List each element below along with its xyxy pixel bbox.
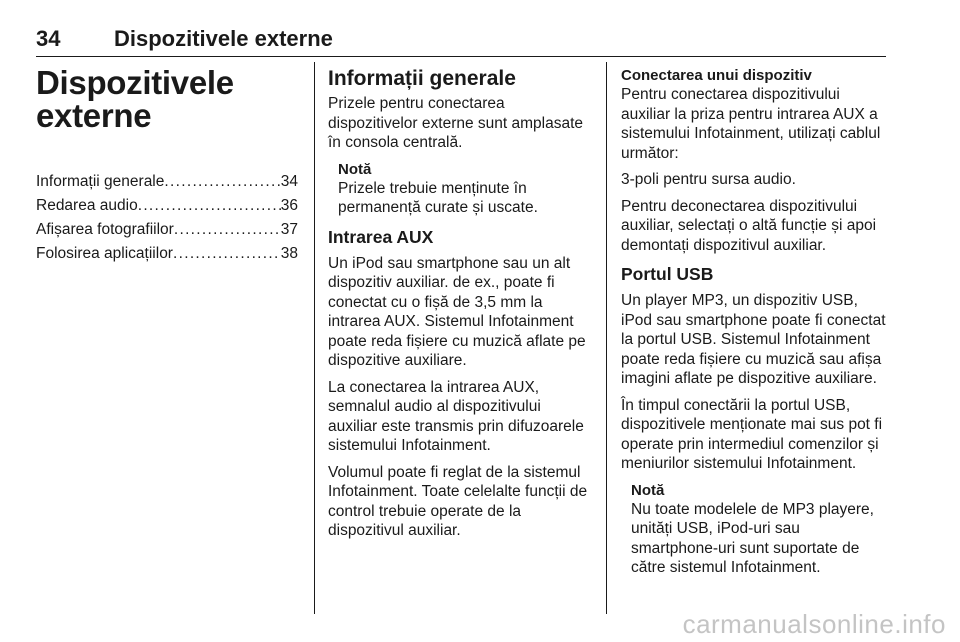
toc-item[interactable] bbox=[36, 242, 298, 266]
toc-item[interactable] bbox=[36, 218, 298, 242]
toc-leader bbox=[164, 170, 280, 194]
section-heading-usb: Portul USB bbox=[621, 264, 714, 284]
usb-paragraph-1: Un player MP3, un dispozitiv USB, iPod sau smartphone poate fi conectat la portul USB. Sistemul Infotainment poate reda fișiere cu muzică sau afișa imagini aflate pe dispozitive auxiliare. bbox=[621, 292, 886, 387]
toc-item[interactable] bbox=[36, 194, 298, 218]
toc-leader bbox=[174, 218, 281, 242]
general-info-column bbox=[328, 62, 592, 548]
toc-item-page: 36 bbox=[280, 197, 298, 214]
toc-item[interactable] bbox=[36, 170, 298, 194]
running-title: Dispozitivele externe bbox=[114, 26, 333, 51]
toc-leader bbox=[138, 194, 281, 218]
note-text: Nu toate modelele de MP3 playere, unități USB, iPod-uri sau smartphone-uri sunt suportate de către sistemul Infotainment. bbox=[631, 500, 874, 576]
intro-paragraph: Prizele pentru conectarea dispozitivelor externe sunt amplasate în consola centrală. bbox=[328, 95, 584, 151]
connect-paragraph-3: Pentru deconectarea dispozitivului auxiliar, selectați o altă funcție și apoi demontați dispozitivul auxiliar. bbox=[621, 197, 877, 254]
toc-item-label: Informații generale bbox=[36, 173, 165, 190]
connect-paragraph-2: 3-poli pentru sursa audio. bbox=[621, 171, 796, 188]
watermark: carmanualsonline.info bbox=[682, 609, 946, 639]
chapter-column bbox=[36, 62, 298, 266]
column-divider bbox=[606, 62, 607, 614]
toc-item-label: Folosirea aplicațiilor bbox=[36, 245, 173, 262]
usb-paragraph-2: În timpul conectării la portul USB, dispozitivele menționate mai sus pot fi operate prin intermediul comenzilor și meniurilor sistemului Infotainment. bbox=[621, 396, 883, 472]
section-heading-aux: Intrarea AUX bbox=[328, 226, 434, 247]
chapter-title-line1: Dispozitivele bbox=[36, 64, 234, 101]
toc-item-page: 38 bbox=[280, 245, 298, 262]
chapter-title bbox=[36, 66, 298, 132]
aux-paragraph-3: Volumul poate fi reglat de la sistemul Infotainment. Toate celelalte funcții de control trebuie operate de la dispozitivul auxiliar. bbox=[328, 463, 588, 539]
note-label: Notă bbox=[631, 481, 665, 499]
chapter-title-line2: externe bbox=[36, 97, 152, 134]
toc-item-page: 34 bbox=[280, 173, 298, 190]
column-divider bbox=[314, 62, 315, 614]
toc-item-label: Redarea audio bbox=[36, 197, 138, 214]
toc-item-label: Afișarea fotografiilor bbox=[36, 221, 174, 238]
page-number: 34 bbox=[36, 26, 61, 51]
aux-paragraph-2: La conectarea la intrarea AUX, semnalul audio al dispozitivului auxiliar este transmis prin difuzoarele sistemului Infotainment. bbox=[328, 378, 584, 454]
section-heading-connect: Conectarea unui dispozitiv bbox=[621, 67, 812, 84]
note-label: Notă bbox=[338, 160, 372, 178]
toc-item-page: 37 bbox=[280, 221, 298, 238]
section-heading-general-info: Informații generale bbox=[328, 67, 516, 90]
page-header bbox=[36, 26, 886, 57]
aux-paragraph-1: Un iPod sau smartphone sau un alt dispozitiv auxiliar. de ex., poate fi conectat cu o fișă de 3,5 mm la intrarea AUX. Sistemul Infotainment poate reda fișiere cu muzică aflate pe dispozitive auxiliare. bbox=[328, 254, 586, 369]
note-box bbox=[631, 481, 887, 578]
connection-column bbox=[621, 62, 887, 585]
note-text: Prizele trebuie menținute în permanență curate și uscate. bbox=[338, 179, 538, 216]
table-of-contents bbox=[36, 170, 298, 266]
connect-paragraph-1: Pentru conectarea dispozitivului auxiliar la priza pentru intrarea AUX a sistemului Infotainment, utilizați cablul următor: bbox=[621, 86, 881, 162]
toc-leader bbox=[173, 242, 281, 266]
note-box bbox=[338, 160, 592, 218]
